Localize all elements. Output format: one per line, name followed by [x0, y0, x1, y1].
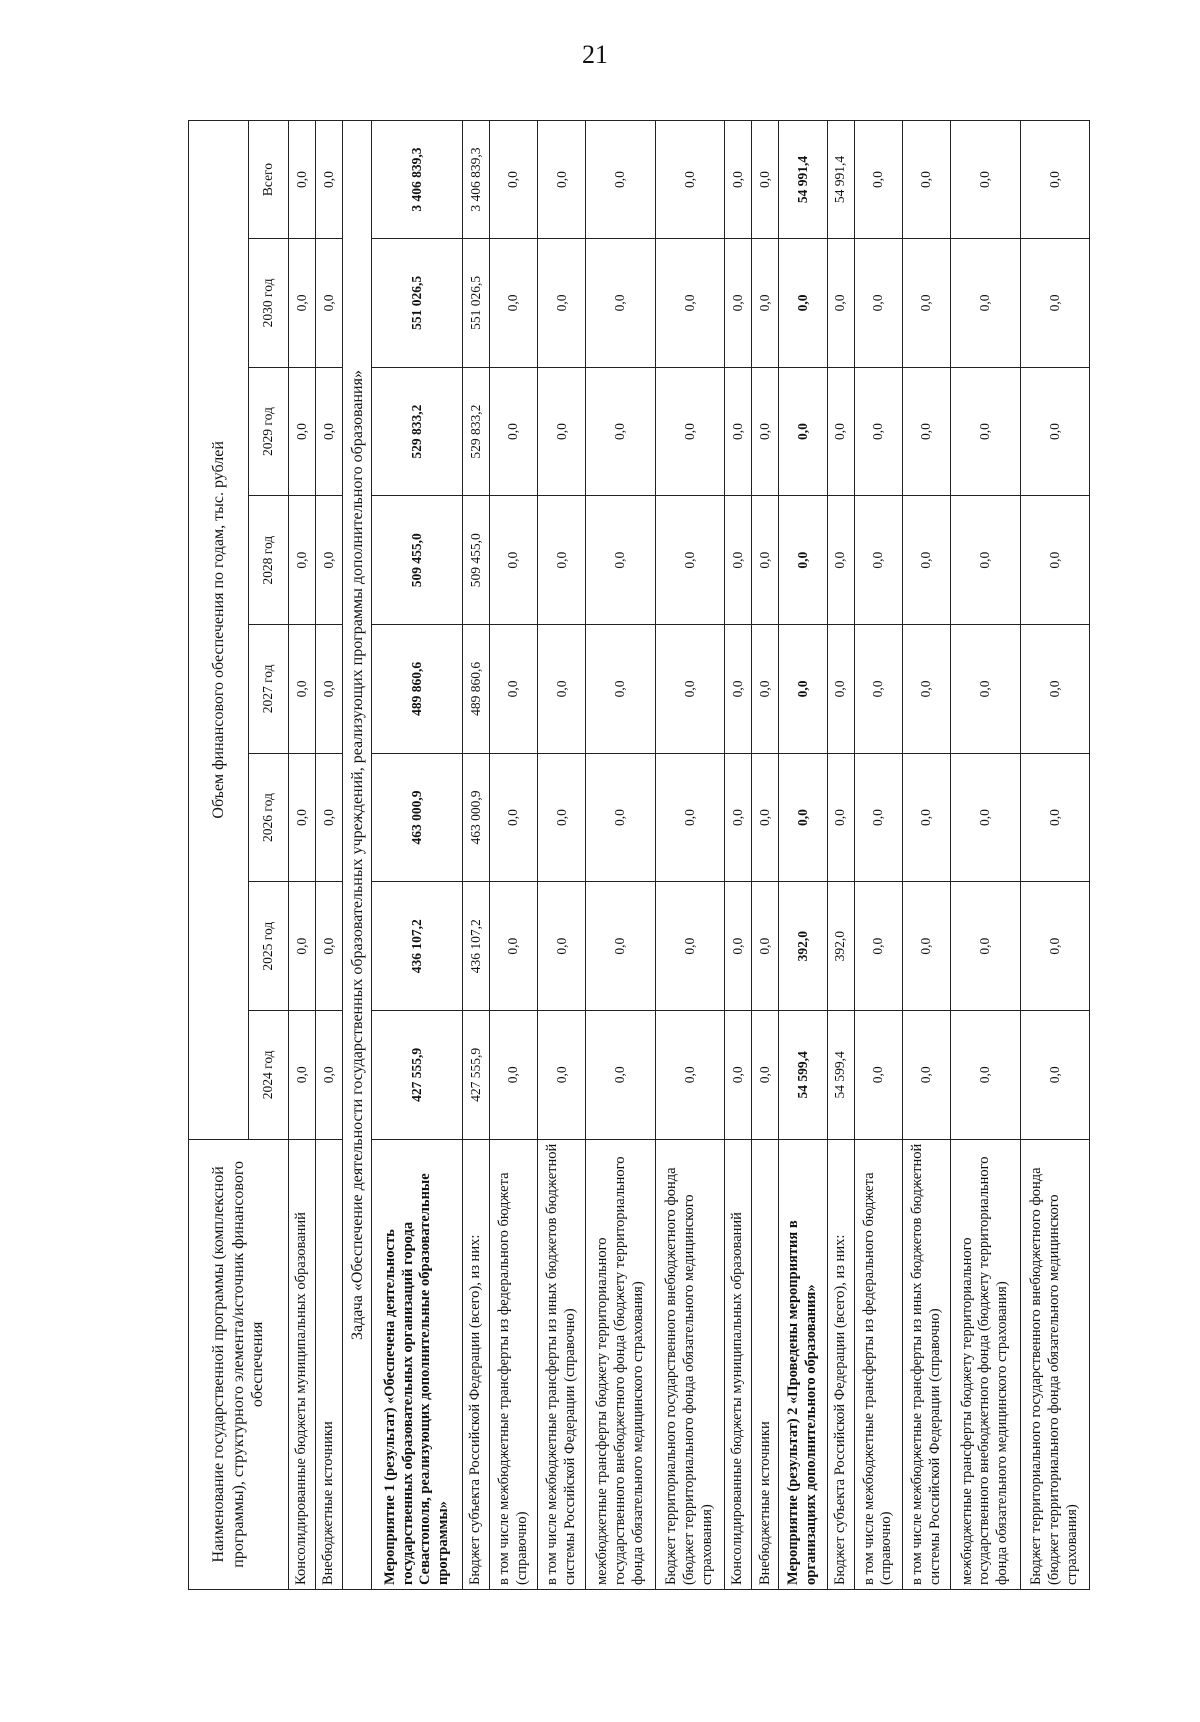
table-body: [289, 121, 1090, 1590]
row-value: 0,0: [655, 496, 724, 625]
row-value: 0,0: [827, 625, 854, 754]
row-value: 0,0: [289, 496, 316, 625]
row-value: 0,0: [538, 239, 586, 368]
row-value: 0,0: [316, 239, 343, 368]
header-year: 2029 год: [249, 367, 289, 496]
row-value: 0,0: [1020, 625, 1090, 754]
row-name: Консолидированные бюджеты муниципальных образований: [725, 1139, 752, 1589]
row-value: 0,0: [951, 367, 1020, 496]
row-value: 0,0: [490, 239, 538, 368]
row-value: 0,0: [538, 753, 586, 882]
row-name: Бюджет территориального государственного внебюджетного фонда (бюджет территориального фонда обязательного медицинского страхования): [1020, 1139, 1090, 1589]
row-value: 0,0: [586, 625, 655, 754]
row-value: 54 599,4: [827, 1011, 854, 1140]
header-volume-caption: Объем финансового обеспечения по годам, тыс. рублей: [189, 121, 249, 1140]
row-name: в том числе межбюджетные трансферты из иных бюджетов бюджетной системы Российской Федерации (справочно): [902, 1139, 950, 1589]
row-value: 0,0: [725, 239, 752, 368]
row-value: 0,0: [902, 753, 950, 882]
row-value: 0,0: [490, 496, 538, 625]
row-value: 0,0: [538, 121, 586, 239]
header-year: 2028 год: [249, 496, 289, 625]
row-value: 0,0: [586, 239, 655, 368]
row-name: Внебюджетные источники: [316, 1139, 343, 1589]
row-value: 0,0: [951, 496, 1020, 625]
table-row: [316, 121, 343, 1590]
row-value: 551 026,5: [462, 239, 489, 368]
row-value: 0,0: [951, 753, 1020, 882]
row-value: 0,0: [854, 121, 902, 239]
rotated-table-wrapper: [188, 120, 1090, 1590]
row-value: 0,0: [902, 625, 950, 754]
row-value: 0,0: [854, 367, 902, 496]
row-value: 0,0: [854, 239, 902, 368]
row-name: в том числе межбюджетные трансферты из федерального бюджета (справочно): [854, 1139, 902, 1589]
row-value: 427 555,9: [462, 1011, 489, 1140]
row-value: 0,0: [752, 239, 779, 368]
row-value: 0,0: [490, 367, 538, 496]
row-value: 0,0: [752, 496, 779, 625]
row-value: 0,0: [1020, 121, 1090, 239]
row-value: 0,0: [951, 121, 1020, 239]
table-row: [827, 121, 854, 1590]
row-value: 0,0: [490, 625, 538, 754]
row-value: 436 107,2: [462, 882, 489, 1011]
row-value: 0,0: [902, 239, 950, 368]
row-value: 0,0: [725, 121, 752, 239]
task-row: [343, 121, 372, 1590]
row-value: 0,0: [951, 239, 1020, 368]
row-value: 0,0: [289, 753, 316, 882]
row-value: 0,0: [289, 882, 316, 1011]
row-value: 551 026,5: [372, 239, 462, 368]
table-row: [490, 121, 538, 1590]
row-value: 0,0: [289, 239, 316, 368]
row-value: 0,0: [854, 625, 902, 754]
header-year: 2025 год: [249, 882, 289, 1011]
row-value: 0,0: [538, 367, 586, 496]
table-row: [854, 121, 902, 1590]
row-value: 0,0: [1020, 239, 1090, 368]
row-name: Консолидированные бюджеты муниципальных образований: [289, 1139, 316, 1589]
row-name: в том числе межбюджетные трансферты из иных бюджетов бюджетной системы Российской Федерации (справочно): [538, 1139, 586, 1589]
row-value: 3 406 839,3: [372, 121, 462, 239]
page-number: 21: [582, 40, 608, 69]
table-row: [538, 121, 586, 1590]
row-name: в том числе межбюджетные трансферты из федерального бюджета (справочно): [490, 1139, 538, 1589]
table-row: [951, 121, 1020, 1590]
row-value: 0,0: [586, 882, 655, 1011]
table-row: [586, 121, 655, 1590]
row-value: 0,0: [725, 625, 752, 754]
row-value: 0,0: [902, 882, 950, 1011]
header-year: 2030 год: [249, 239, 289, 368]
row-value: 0,0: [655, 239, 724, 368]
row-value: 0,0: [289, 121, 316, 239]
row-name: Внебюджетные источники: [752, 1139, 779, 1589]
row-value: 0,0: [490, 121, 538, 239]
row-value: 0,0: [490, 1011, 538, 1140]
row-value: 0,0: [827, 496, 854, 625]
row-value: 0,0: [655, 121, 724, 239]
row-value: 509 455,0: [372, 496, 462, 625]
row-value: 0,0: [951, 882, 1020, 1011]
row-value: 529 833,2: [372, 367, 462, 496]
row-value: 0,0: [902, 496, 950, 625]
row-value: 0,0: [586, 753, 655, 882]
table-row: [655, 121, 724, 1590]
row-value: 0,0: [827, 367, 854, 496]
row-name: межбюджетные трансферты бюджету территориального государственного внебюджетного фонда (бюджету территориального фонда обязательного медицинского страхования): [951, 1139, 1020, 1589]
row-value: 0,0: [538, 625, 586, 754]
row-value: 0,0: [586, 496, 655, 625]
row-value: 0,0: [902, 121, 950, 239]
row-value: 0,0: [1020, 496, 1090, 625]
row-value: 0,0: [316, 367, 343, 496]
header-year: 2024 год: [249, 1011, 289, 1140]
row-value: 0,0: [316, 496, 343, 625]
row-value: 0,0: [854, 1011, 902, 1140]
row-value: 0,0: [655, 882, 724, 1011]
row-value: 0,0: [490, 882, 538, 1011]
table-row: [752, 121, 779, 1590]
table-row: [462, 121, 489, 1590]
row-value: 0,0: [854, 496, 902, 625]
row-value: 0,0: [586, 1011, 655, 1140]
table-row: [779, 121, 827, 1590]
row-value: 0,0: [490, 753, 538, 882]
row-value: 0,0: [752, 753, 779, 882]
table-row: [725, 121, 752, 1590]
row-value: 392,0: [779, 882, 827, 1011]
table-row: [372, 121, 462, 1590]
row-value: 0,0: [752, 625, 779, 754]
row-value: 509 455,0: [462, 496, 489, 625]
row-value: 436 107,2: [372, 882, 462, 1011]
row-name: Мероприятие 1 (результат) «Обеспечена деятельность государственных образовательных организаций города Севастополя, реализующих дополнительные образовательные программы»: [372, 1139, 462, 1589]
row-value: 0,0: [951, 1011, 1020, 1140]
row-value: 0,0: [316, 625, 343, 754]
row-name: Бюджет территориального государственного внебюджетного фонда (бюджет территориального фонда обязательного медицинского страхования): [655, 1139, 724, 1589]
row-value: 0,0: [655, 753, 724, 882]
table-row: [1020, 121, 1090, 1590]
row-value: 0,0: [538, 1011, 586, 1140]
financing-table: [188, 120, 1090, 1590]
row-value: 0,0: [316, 882, 343, 1011]
row-name: межбюджетные трансферты бюджету территориального государственного внебюджетного фонда (бюджету территориального фонда обязательного медицинского страхования): [586, 1139, 655, 1589]
row-value: 0,0: [1020, 753, 1090, 882]
row-value: 0,0: [752, 367, 779, 496]
row-value: 0,0: [655, 1011, 724, 1140]
row-value: 0,0: [725, 1011, 752, 1140]
row-value: 0,0: [752, 121, 779, 239]
row-value: 0,0: [538, 496, 586, 625]
row-value: 489 860,6: [372, 625, 462, 754]
row-value: 0,0: [827, 753, 854, 882]
row-name: Бюджет субъекта Российской Федерации (всего), из них:: [827, 1139, 854, 1589]
row-value: 0,0: [316, 1011, 343, 1140]
row-value: 3 406 839,3: [462, 121, 489, 239]
header-year: 2027 год: [249, 625, 289, 754]
row-value: 0,0: [655, 625, 724, 754]
row-value: 0,0: [289, 1011, 316, 1140]
row-value: 0,0: [725, 367, 752, 496]
row-value: 0,0: [752, 1011, 779, 1140]
row-value: 463 000,9: [462, 753, 489, 882]
row-value: 0,0: [1020, 882, 1090, 1011]
header-year: 2026 год: [249, 753, 289, 882]
row-value: 489 860,6: [462, 625, 489, 754]
row-value: 0,0: [902, 367, 950, 496]
row-value: 0,0: [586, 121, 655, 239]
row-value: 0,0: [854, 882, 902, 1011]
row-value: 0,0: [951, 625, 1020, 754]
row-value: 0,0: [725, 496, 752, 625]
row-value: 427 555,9: [372, 1011, 462, 1140]
row-value: 0,0: [289, 367, 316, 496]
row-value: 0,0: [538, 882, 586, 1011]
row-value: 463 000,9: [372, 753, 462, 882]
row-value: 0,0: [779, 496, 827, 625]
row-value: 0,0: [586, 367, 655, 496]
row-value: 0,0: [725, 882, 752, 1011]
row-value: 54 599,4: [779, 1011, 827, 1140]
row-name: Мероприятие (результат) 2 «Проведены мероприятия в организациях дополнительного образования»: [779, 1139, 827, 1589]
row-value: 0,0: [827, 239, 854, 368]
row-value: 0,0: [725, 753, 752, 882]
row-value: 54 991,4: [827, 121, 854, 239]
row-value: 0,0: [779, 367, 827, 496]
row-value: 0,0: [779, 625, 827, 754]
table-row: [902, 121, 950, 1590]
row-value: 0,0: [1020, 367, 1090, 496]
header-year: Всего: [249, 121, 289, 239]
row-value: 392,0: [827, 882, 854, 1011]
row-value: 54 991,4: [779, 121, 827, 239]
row-value: 0,0: [655, 367, 724, 496]
row-value: 0,0: [779, 239, 827, 368]
row-value: 0,0: [1020, 1011, 1090, 1140]
row-value: 0,0: [316, 753, 343, 882]
header-name: Наименование государственной программы (комплексной программы), структурного элемента/источник финансового обеспечения: [189, 1139, 289, 1589]
row-value: 0,0: [902, 1011, 950, 1140]
row-value: 0,0: [779, 753, 827, 882]
table-row: [289, 121, 316, 1590]
task-title: Задача «Обеспечение деятельности государственных образовательных учреждений, реализующих программы дополнительного образования»: [343, 121, 372, 1590]
row-name: Бюджет субъекта Российской Федерации (всего), из них:: [462, 1139, 489, 1589]
row-value: 529 833,2: [462, 367, 489, 496]
row-value: 0,0: [752, 882, 779, 1011]
row-value: 0,0: [854, 753, 902, 882]
row-value: 0,0: [289, 625, 316, 754]
row-value: 0,0: [316, 121, 343, 239]
